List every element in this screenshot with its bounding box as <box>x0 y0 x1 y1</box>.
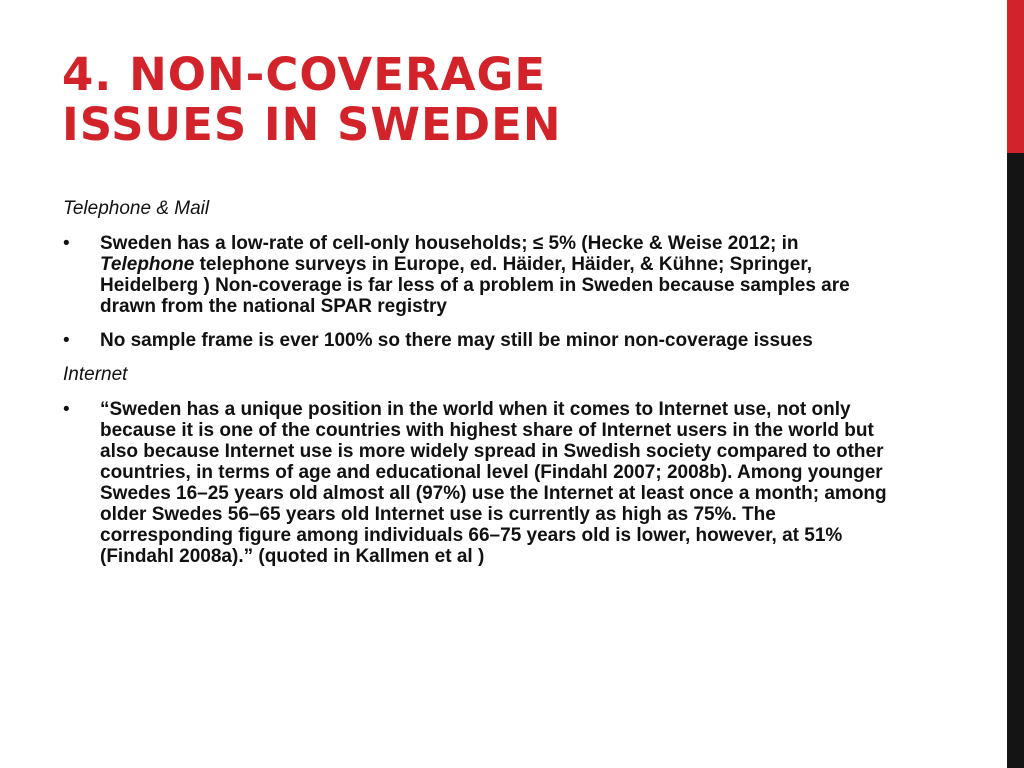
bullet-item-internet-quote <box>63 399 893 567</box>
bullet-text: No sample frame is ever 100% so there may still be minor non-coverage issues <box>100 330 813 351</box>
bullet-item-cell-only <box>63 233 893 317</box>
slide-title-line-1: 4. NON-COVERAGE <box>62 48 547 101</box>
bullet-glyph: • <box>63 233 70 254</box>
slide-body <box>63 198 893 580</box>
bullet-text-part: telephone surveys in Europe, ed. Häider, Häider, & Kühne; Springer, Heidelberg ) Non-coverage is far less of a problem in Sweden because samples are drawn from the national SPAR registry <box>100 254 850 317</box>
accent-bar-bottom <box>1007 153 1024 768</box>
bullet-text-italic: Telephone <box>100 254 195 275</box>
bullet-text: “Sweden has a unique position in the world when it comes to Internet use, not only because it is one of the countries with highest share of Internet users in the world but also because Internet use is more widely spread in Swedish society compared to other countries, in terms of age and educational level (Findahl 2007; 2008b). Among younger Swedes 16–25 years old almost all (97%) use the Internet at least once a month; among older Swedes 56–65 years old Internet use is currently as high as 75%. The corresponding figure among individuals 66–75 years old is lower, however, at 51% (Findahl 2008a).” (quoted in Kallmen et al ) <box>100 399 887 567</box>
accent-bar-top <box>1007 0 1024 153</box>
bullet-list-telephone-mail <box>63 233 893 351</box>
bullet-text-part: Sweden has a low-rate of cell-only households; ≤ 5% (Hecke & Weise 2012; in <box>100 233 799 254</box>
slide-title-line-2: ISSUES IN SWEDEN <box>62 98 562 151</box>
bullet-item-sample-frame <box>63 330 893 351</box>
section-heading-internet: Internet <box>63 364 128 385</box>
bullet-glyph: • <box>63 399 70 420</box>
section-heading-telephone-mail: Telephone & Mail <box>63 198 210 219</box>
slide-title <box>62 50 942 150</box>
bullet-list-internet <box>63 399 893 567</box>
bullet-glyph: • <box>63 330 70 351</box>
